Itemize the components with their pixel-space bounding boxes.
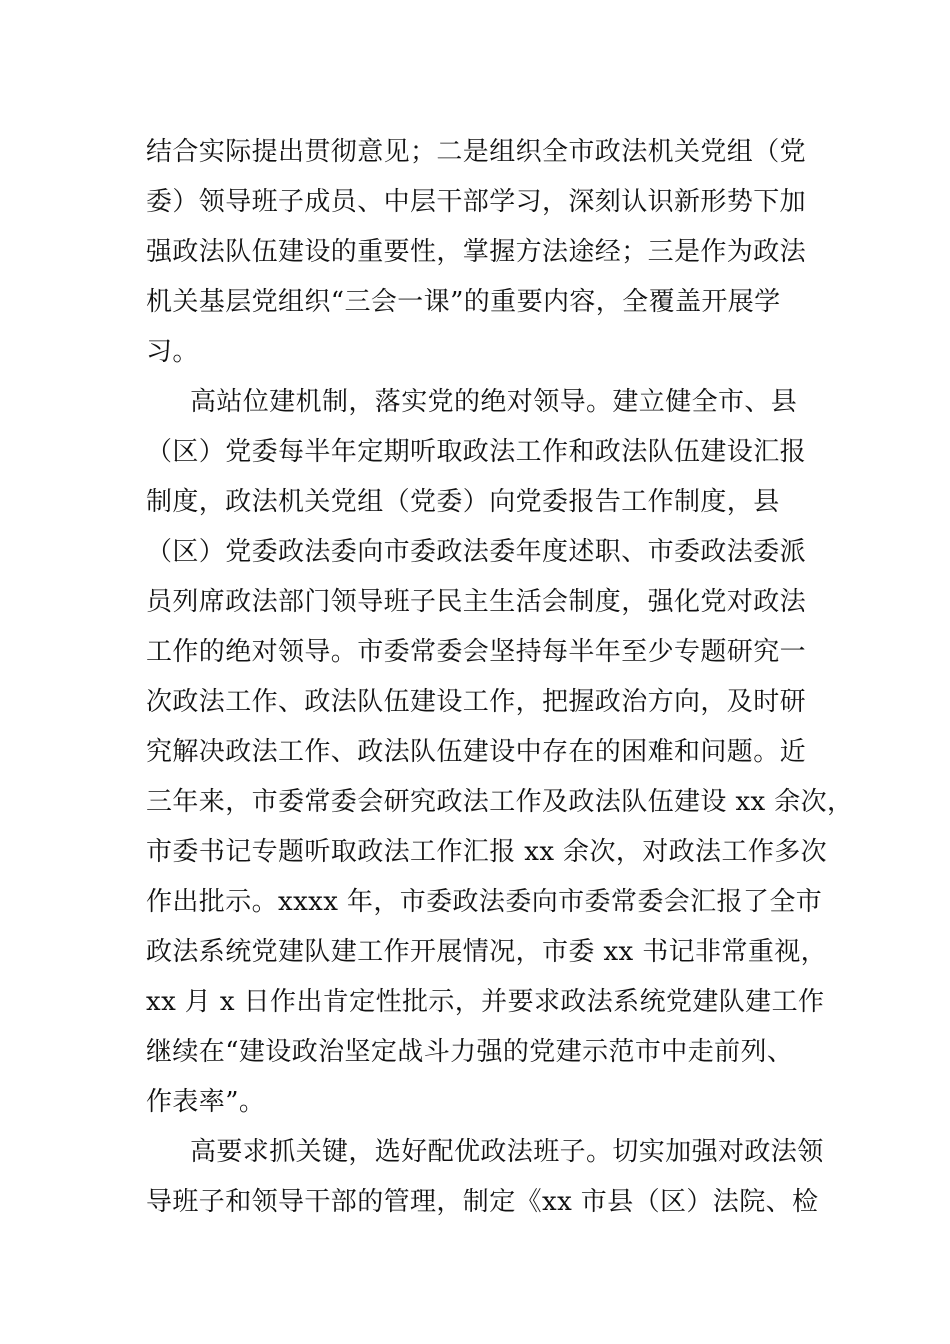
text-line: 政法系统党建队建工作开展情况，市委 xx 书记非常重视， xyxy=(146,937,828,967)
text-line: 习。 xyxy=(146,337,199,367)
text-line: 机关基层党组织“三会一课”的重要内容，全覆盖开展学 xyxy=(146,287,781,317)
text-line: 市委书记专题听取政法工作汇报 xx 余次，对政法工作多次 xyxy=(146,837,828,867)
text-line: 三年来，市委常委会研究政法工作及政法队伍建设 xx 余次， xyxy=(146,787,854,817)
text-line: 委）领导班子成员、中层干部学习，深刻认识新形势下加 xyxy=(146,187,807,217)
paragraph-first-line: 高要求抓关键，选好配优政法班子。切实加强对政法领 xyxy=(190,1137,824,1167)
text-line: 制度，政法机关党组（党委）向党委报告工作制度，县 xyxy=(146,487,780,517)
text-line: 员列席政法部门领导班子民主生活会制度，强化党对政法 xyxy=(146,587,807,617)
text-line: 次政法工作、政法队伍建设工作，把握政治方向，及时研 xyxy=(146,687,807,717)
text-line: 究解决政法工作、政法队伍建设中存在的困难和问题。近 xyxy=(146,737,807,767)
text-line: 强政法队伍建设的重要性，掌握方法途经；三是作为政法 xyxy=(146,237,807,267)
text-line: xx 月 x 日作出肯定性批示，并要求政法系统党建队建工作 xyxy=(146,987,825,1017)
paragraph-first-line: 高站位建机制，落实党的绝对领导。建立健全市、县 xyxy=(190,387,798,417)
text-line: 工作的绝对领导。市委常委会坚持每半年至少专题研究一 xyxy=(146,637,807,667)
text-line: 作出批示。xxxx 年，市委政法委向市委常委会汇报了全市 xyxy=(146,887,823,917)
text-line: 导班子和领导干部的管理，制定《xx 市县（区）法院、检 xyxy=(146,1187,819,1217)
text-line: （区）党委每半年定期听取政法工作和政法队伍建设汇报 xyxy=(146,437,807,467)
text-line: （区）党委政法委向市委政法委年度述职、市委政法委派 xyxy=(146,537,807,567)
text-line: 作表率”。 xyxy=(146,1087,266,1117)
text-line: 继续在“建设政治坚定战斗力强的党建示范市中走前列、 xyxy=(146,1037,794,1067)
text-line: 结合实际提出贯彻意见；二是组织全市政法机关党组（党 xyxy=(146,137,807,167)
